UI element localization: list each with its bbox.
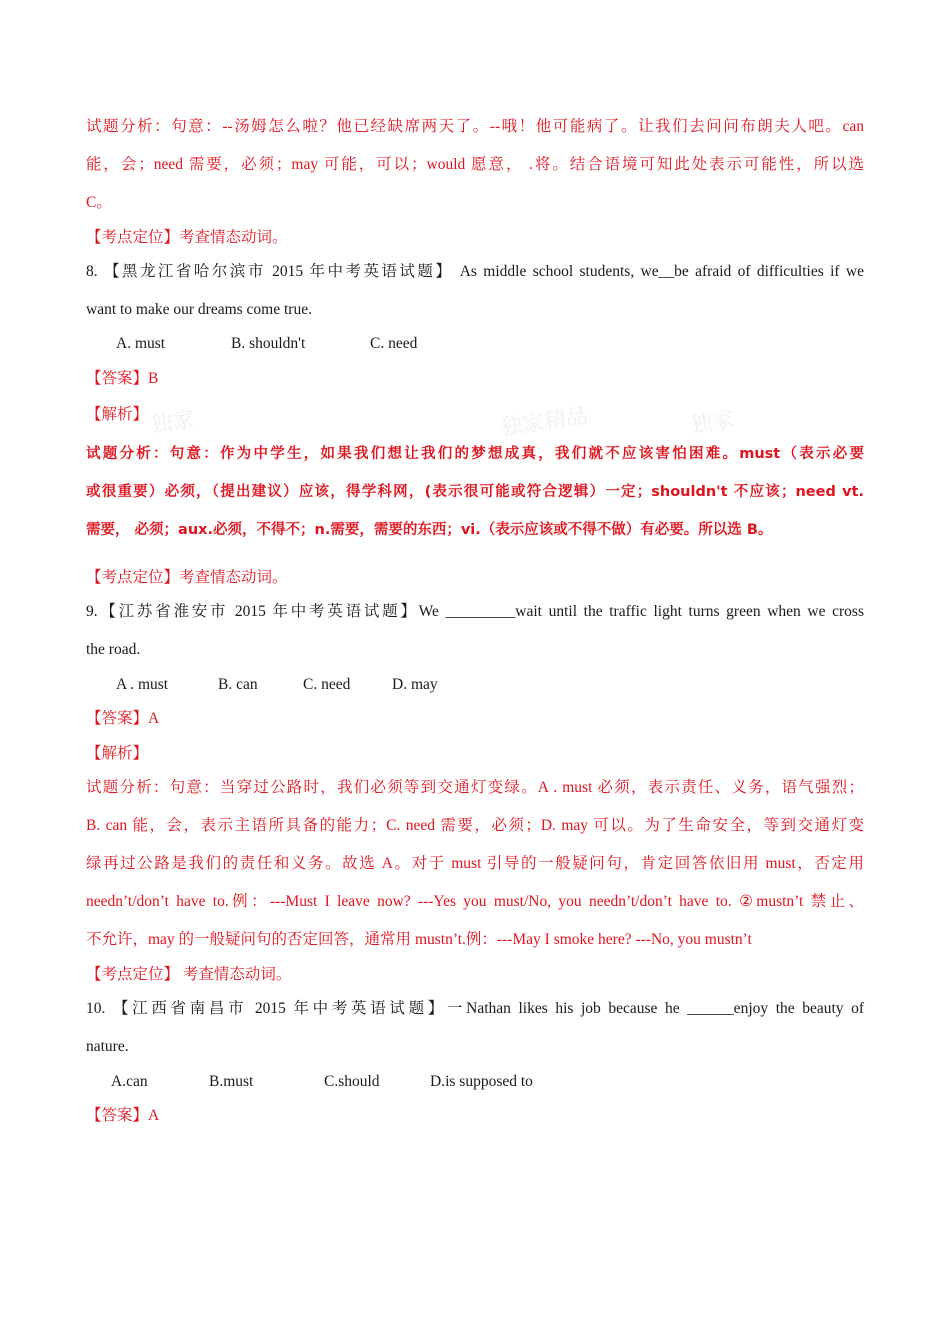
q8-key-point: 【考点定位】考查情态动词。: [86, 569, 288, 586]
q9-option-b: B. can: [218, 676, 258, 693]
q8-analysis-line-3: 需要， 必须；aux.必须，不得不；n.需要，需要的东西；vi.（表示应该或不得不做）有必要。所以选 B。: [86, 522, 773, 538]
q8-option-b: B. shouldn't: [231, 335, 306, 352]
q10-stem-line-2: nature.: [86, 1038, 129, 1055]
q9-option-c: C. need: [303, 676, 351, 693]
q9-analysis-line-5: 不允许，may 的一般疑问句的否定回答，通常用 mustn’t.例：---May I smoke here? ---No, you mustn’t: [86, 931, 752, 948]
q8-stem-line-1: 8. 【黑龙江省哈尔滨市 2015 年中考英语试题】 As middle school students, we__be afraid of difficulties if we: [86, 263, 864, 280]
q10-answer: 【答案】A: [86, 1107, 160, 1124]
q8-analysis-line-1: 试题分析：句意：作为中学生，如果我们想让我们的梦想成真，我们就不应该害怕困难。must（表示必要: [86, 446, 864, 462]
q8-analysis-line-2: 或很重要）必须，（提出建议）应该，得学科网，(表示很可能或符合逻辑）一定；shouldn't 不应该；need vt.: [86, 484, 864, 500]
watermark-stamp: 独家: [688, 407, 736, 438]
q9-stem-line-1: 9.【江苏省淮安市 2015 年中考英语试题】We _________wait until the traffic light turns green when we cross: [86, 603, 864, 620]
q10-stem-line-1: 10. 【江西省南昌市 2015 年中考英语试题】一Nathan likes his job because he ______enjoy the beauty of: [86, 1000, 864, 1017]
q7-analysis-line-3: C。: [86, 194, 112, 211]
q7-analysis-line-2: 能，会；need 需要，必须；may 可能，可以；would 愿意， .将。结合语境可知此处表示可能性，所以选: [86, 156, 864, 173]
q7-analysis-line-1: 试题分析：句意：--汤姆怎么啦？他已经缺席两天了。--哦！他可能病了。让我们去问问布朗夫人吧。can: [86, 118, 864, 135]
q9-analysis-line-4: needn’t/don’t have to.例：---Must I leave now? ---Yes you must/No, you needn’t/don’t have to. ②mustn’t 禁止、: [86, 893, 864, 910]
q9-stem-line-2: the road.: [86, 641, 141, 658]
q7-key-point: 【考点定位】考查情态动词。: [86, 229, 288, 246]
q10-option-b: B.must: [209, 1073, 254, 1090]
q10-option-c: C.should: [324, 1073, 380, 1090]
q8-option-c: C. need: [370, 335, 418, 352]
q9-jiexi-heading: 【解析】: [86, 745, 149, 762]
watermark-stamp: 独家: [148, 407, 196, 438]
watermark-stamp: 独家精品: [498, 403, 590, 441]
q9-answer: 【答案】A: [86, 710, 160, 727]
q9-analysis-line-2: B. can 能，会，表示主语所具备的能力；C. need 需要，必须；D. may 可以。为了生命安全，等到交通灯变: [86, 817, 864, 834]
q9-analysis-line-1: 试题分析：句意：当穿过公路时，我们必须等到交通灯变绿。A . must 必须，表示责任、义务，语气强烈；: [86, 779, 864, 796]
q9-option-d: D. may: [392, 676, 438, 693]
q8-jiexi-heading: 【解析】: [86, 406, 149, 423]
q10-option-a: A.can: [111, 1073, 148, 1090]
q9-option-a: A . must: [116, 676, 169, 693]
q8-answer: 【答案】B: [86, 370, 159, 387]
q9-analysis-line-3: 绿再过公路是我们的责任和义务。故选 A。对于 must 引导的一般疑问句，肯定回答依旧用 must，否定用: [86, 855, 864, 872]
q8-stem-line-2: want to make our dreams come true.: [86, 301, 312, 318]
q9-key-point: 【考点定位】 考查情态动词。: [86, 966, 292, 983]
q10-option-d: D.is supposed to: [430, 1073, 533, 1090]
q8-option-a: A. must: [116, 335, 166, 352]
